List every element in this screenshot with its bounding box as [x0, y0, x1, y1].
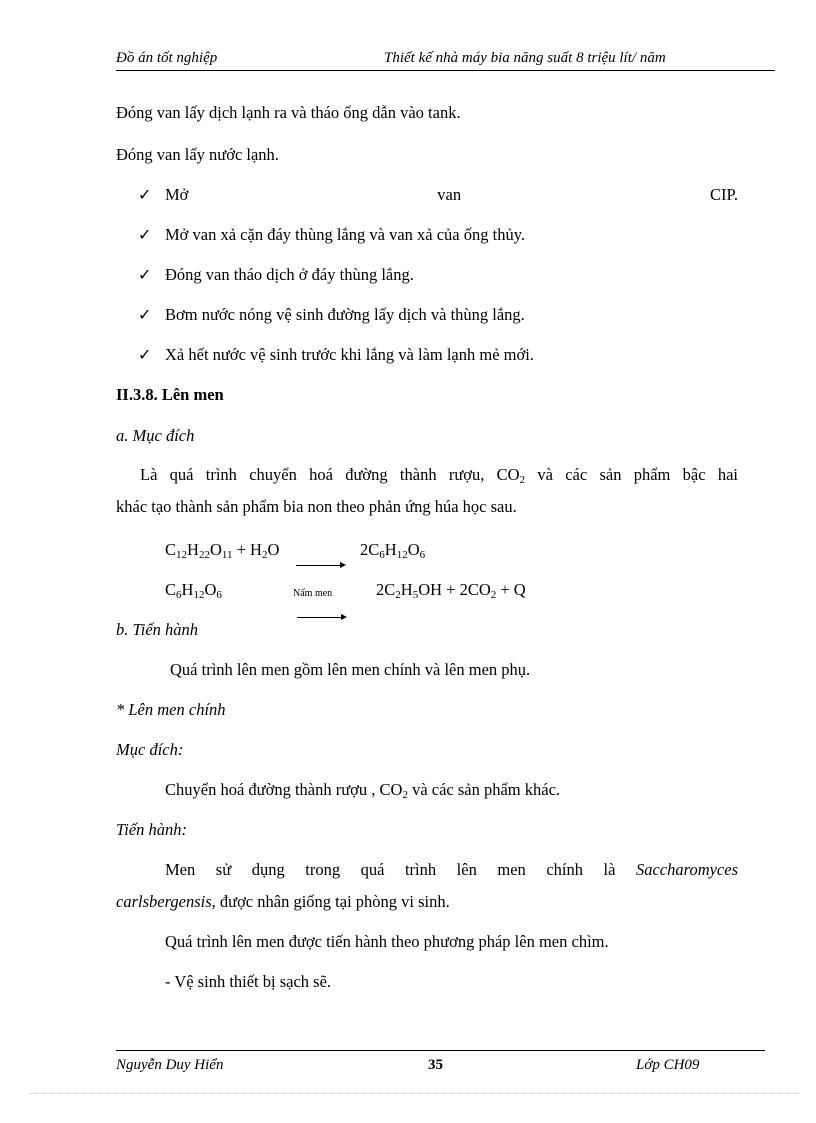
check-icon: ✓ [138, 347, 152, 364]
paragraph-2: Quá trình lên men gồm lên men chính và lên men phụ. [170, 660, 531, 679]
reaction-2-arrow [297, 617, 345, 618]
subsection-a: a. Mục đích [116, 426, 195, 445]
paragraph-3-line-2: carlsbergensis, được nhân giống tại phòng vi sinh. [116, 892, 450, 911]
checklist-item-1 [165, 185, 738, 205]
paragraph-5: - Vệ sinh thiết bị sạch sẽ. [165, 972, 332, 991]
paragraph-3-line-1: Men sử dụng trong quá trình lên men chính là Saccharomyces [165, 860, 738, 879]
check-icon: ✓ [138, 227, 152, 244]
reaction-2-catalyst: Nấm men [293, 588, 333, 599]
text-line-1: Đóng van lấy dịch lạnh ra và tháo ống dẫn vào tank. [116, 103, 461, 122]
footer-author: Nguyễn Duy Hiển [116, 1057, 224, 1073]
paragraph-1-line-2: khác tạo thành sản phẩm bia non theo phản ứng húa học sau. [116, 497, 517, 516]
reaction-2-rhs: $2C_2H_5OH + 2CO_2 + Q$ [376, 580, 526, 601]
reaction-2-lhs: $C_6H_{12}O_6$ [165, 580, 222, 601]
main-fermentation-heading: * Lên men chính [116, 700, 226, 719]
checklist-item-1-word-3: CIP. [710, 185, 738, 204]
check-icon: ✓ [138, 307, 152, 324]
subsection-b: b. Tiến hành [116, 620, 199, 639]
footer-rule [116, 1050, 765, 1051]
check-icon: ✓ [138, 187, 152, 204]
purpose-text: Chuyển hoá đường thành rượu , $CO_2$ và các sản phẩm khác. [165, 780, 561, 801]
checklist-item-5: Xả hết nước vệ sinh trước khi lắng và làm lạnh mẻ mới. [165, 345, 534, 364]
section-title: II.3.8. Lên men [116, 385, 224, 404]
footer-page-number: 35 [428, 1057, 443, 1073]
process-label: Tiến hành: [116, 820, 188, 839]
reaction-1-arrow [296, 565, 344, 566]
paragraph-1-line-1: Là quá trình chuyển hoá đường thành rượu, $CO_2$ và các sản phẩm bậc hai [140, 465, 738, 486]
footer-class: Lớp CH09 [636, 1057, 700, 1073]
checklist-item-1-word-2: van [437, 185, 462, 204]
checklist-item-4: Bơm nước nóng vệ sinh đường lấy dịch và thùng lắng. [165, 305, 525, 324]
reaction-1-lhs: $C_{12}H_{22}O_{11} + H_2O$ [165, 540, 280, 561]
header-right: Thiết kế nhà máy bia năng suất 8 triệu lít/ năm [384, 50, 666, 66]
check-icon: ✓ [138, 267, 152, 284]
purpose-label: Mục đích: [116, 740, 184, 759]
paragraph-4: Quá trình lên men được tiến hành theo phương pháp lên men chìm. [165, 932, 609, 951]
checklist-item-2: Mở van xả cặn đáy thùng lắng và van xả của ống thủy. [165, 225, 526, 244]
page-header [116, 50, 775, 71]
header-left: Đồ án tốt nghiệp [116, 50, 218, 66]
checklist-item-1-word-1: Mở [165, 185, 189, 204]
reaction-1-rhs: $2C_6H_{12}O_6$ [360, 540, 426, 561]
text-line-2: Đóng van lấy nước lạnh. [116, 145, 279, 164]
checklist-item-3: Đóng van tháo dịch ở đáy thùng lắng. [165, 265, 414, 284]
page-bottom-border [30, 1093, 800, 1094]
